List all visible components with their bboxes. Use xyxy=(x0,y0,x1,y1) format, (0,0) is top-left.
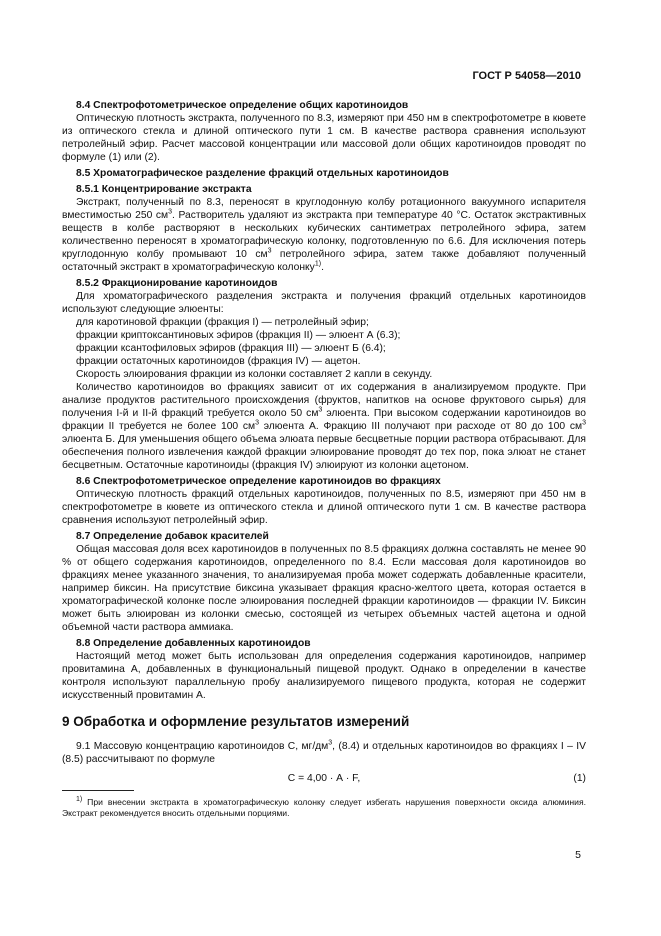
standard-code-header: ГОСТ Р 54058—2010 xyxy=(472,70,581,82)
footnote-reference: 1) xyxy=(314,260,322,268)
section-8-5-1-title: 8.5.1 Концентрирование экстракта xyxy=(76,184,252,195)
section-8-7-paragraph: Общая массовая доля всех каротиноидов в полученных по 8.5 фракциях должна составлять не менее 90 % от общего содержания каротиноидов, определенного по 8.4. Если массовая доля каротиноидов во фракциях менее указанного значения, то анализируемая проба может содержать добавленные красители, например биксин. На присутствие биксина указывает фракция красно-желтого цвета, которая остается в хроматографической колонке после элюирования последней фракции каротиноидов — фракции IV. Биксин может быть элюирован из колонки смесью, состоящей из четырех объемных частей ацетона и одной объемной части раствора аммиака. xyxy=(62,544,586,633)
page-number: 5 xyxy=(575,849,581,861)
section-8-6-title: 8.6 Спектрофотометрическое определение каротиноидов во фракциях xyxy=(76,476,441,487)
section-8-8-paragraph: Настоящий метод может быть использован для определения содержания каротиноидов, например провитамина А, добавленных в функциональный пищевой продукт. Однако в определении в качестве контроля используют параллельную пробу анализируемого пищевого продукта, которая не содержит искусственный провитамин А. xyxy=(62,651,586,701)
eluent-item-1: для каротиновой фракции (фракция I) — петролейный эфир; xyxy=(76,317,369,328)
page-content xyxy=(62,96,586,819)
section-8-4-title: 8.4 Спектрофотометрическое определение общих каротиноидов xyxy=(76,100,409,111)
section-9-title: 9 Обработка и оформление результатов измерений xyxy=(62,714,410,729)
section-8-5-2-intro: Для хроматографического разделения экстракта и получения фракций отдельных каротиноидов используют следующие элюенты: xyxy=(62,291,586,315)
section-8-8-title: 8.8 Определение добавленных каротиноидов xyxy=(76,638,311,649)
eluent-item-4: фракции остаточных каротиноидов (фракция IV) — ацетон. xyxy=(76,356,361,367)
formula-expression: С = 4,00 · А · F, xyxy=(287,773,361,784)
eluent-item-3: фракции ксантофиловых эфиров (фракция III) — элюент Б (6.4); xyxy=(76,343,386,354)
section-8-6-paragraph: Оптическую плотность фракций отдельных каротиноидов, полученных по 8.5, измеряют при 450 нм в спектрофотометре в кювете из оптического стекла и длиной оптического пути 1 см. В качестве раствора сравнения используют петролейный эфир. xyxy=(62,489,586,526)
eluent-item-2: фракции криптоксантиновых эфиров (фракция II) — элюент А (6.3); xyxy=(76,330,401,341)
section-8-5-title: 8.5 Хроматографическое разделение фракций отдельных каротиноидов xyxy=(76,168,449,179)
footnote-separator xyxy=(62,790,134,791)
section-8-5-2-title: 8.5.2 Фракционирование каротиноидов xyxy=(76,278,278,289)
section-8-4-paragraph: Оптическую плотность экстракта, полученного по 8.3, измеряют при 450 нм в спектрофотометре в кювете из оптического стекла и длиной оптического пути 1 см. В качестве раствора сравнения используют петролейный эфир. Расчет массовой концентрации или массовой доли общих каротиноидов проводят по формуле (1) или (2). xyxy=(62,113,586,163)
section-8-7-title: 8.7 Определение добавок красителей xyxy=(76,531,269,542)
section-9-1-paragraph: 9.1 Массовую концентрацию каротиноидов С, $мг/дм^3$, (8.4) и отдельных каротиноидов во фракциях I – IV (8.5) рассчитывают по формуле xyxy=(62,739,586,765)
footnote-mark: 1) xyxy=(76,796,83,804)
formula-1 xyxy=(62,772,586,788)
section-8-5-1-paragraph: Экстракт, полученный по 8.3, переносят в круглодонную колбу ротационного вакуумного испарителя вместимостью 250 $см^3$. Растворитель удаляют из экстракта при температуре 40 °С. Остаток экстрактивных веществ в колбе растворяют в нескольких кубических сантиметрах петролейного эфира, затем количественно переносят в хроматографическую колонку, подготовленную по 6.6. Для исключения потерь круглодонную колбу промывают 10 $см^3$ петролейного эфира, затем также добавляют полученный остаточный экстракт в хроматографическую колонку$^{1)}$. xyxy=(62,197,586,273)
elution-speed-paragraph: Скорость элюирования фракции из колонки составляет 2 капли в секунду. xyxy=(76,369,433,380)
footnote: $^{1)}$ При внесении экстракта в хроматографическую колонку следует избегать нарушения поверхности оксида алюминия. Экстракт рекомендуется вносить отдельными порциями. xyxy=(62,796,587,818)
formula-number: (1) xyxy=(573,773,586,784)
carotenoid-quantity-paragraph: Количество каротиноидов во фракциях зависит от их содержания в анализируемом продукте. При анализе продуктов растительного происхождения (фруктов, напитков на основе фруктового сырья) для получения I-й и II-й фракций требуется около 50 $см^3$ элюента. При высоком содержании каротиноидов во фракции II требуется не более 100 $см^3$ элюента А. Фракцию III получают при расходе от 80 до 100 $см^3$ элюента Б. Для уменьшения общего объема элюата первые бесцветные порции раствора отбрасывают. Для обеспечения полного извлечения каждой фракции элюирование проводят до тех пор, пока элюат не станет бесцветным. Остаточные каротиноиды (фракция IV) элюируют из колонки ацетоном. xyxy=(62,382,586,471)
